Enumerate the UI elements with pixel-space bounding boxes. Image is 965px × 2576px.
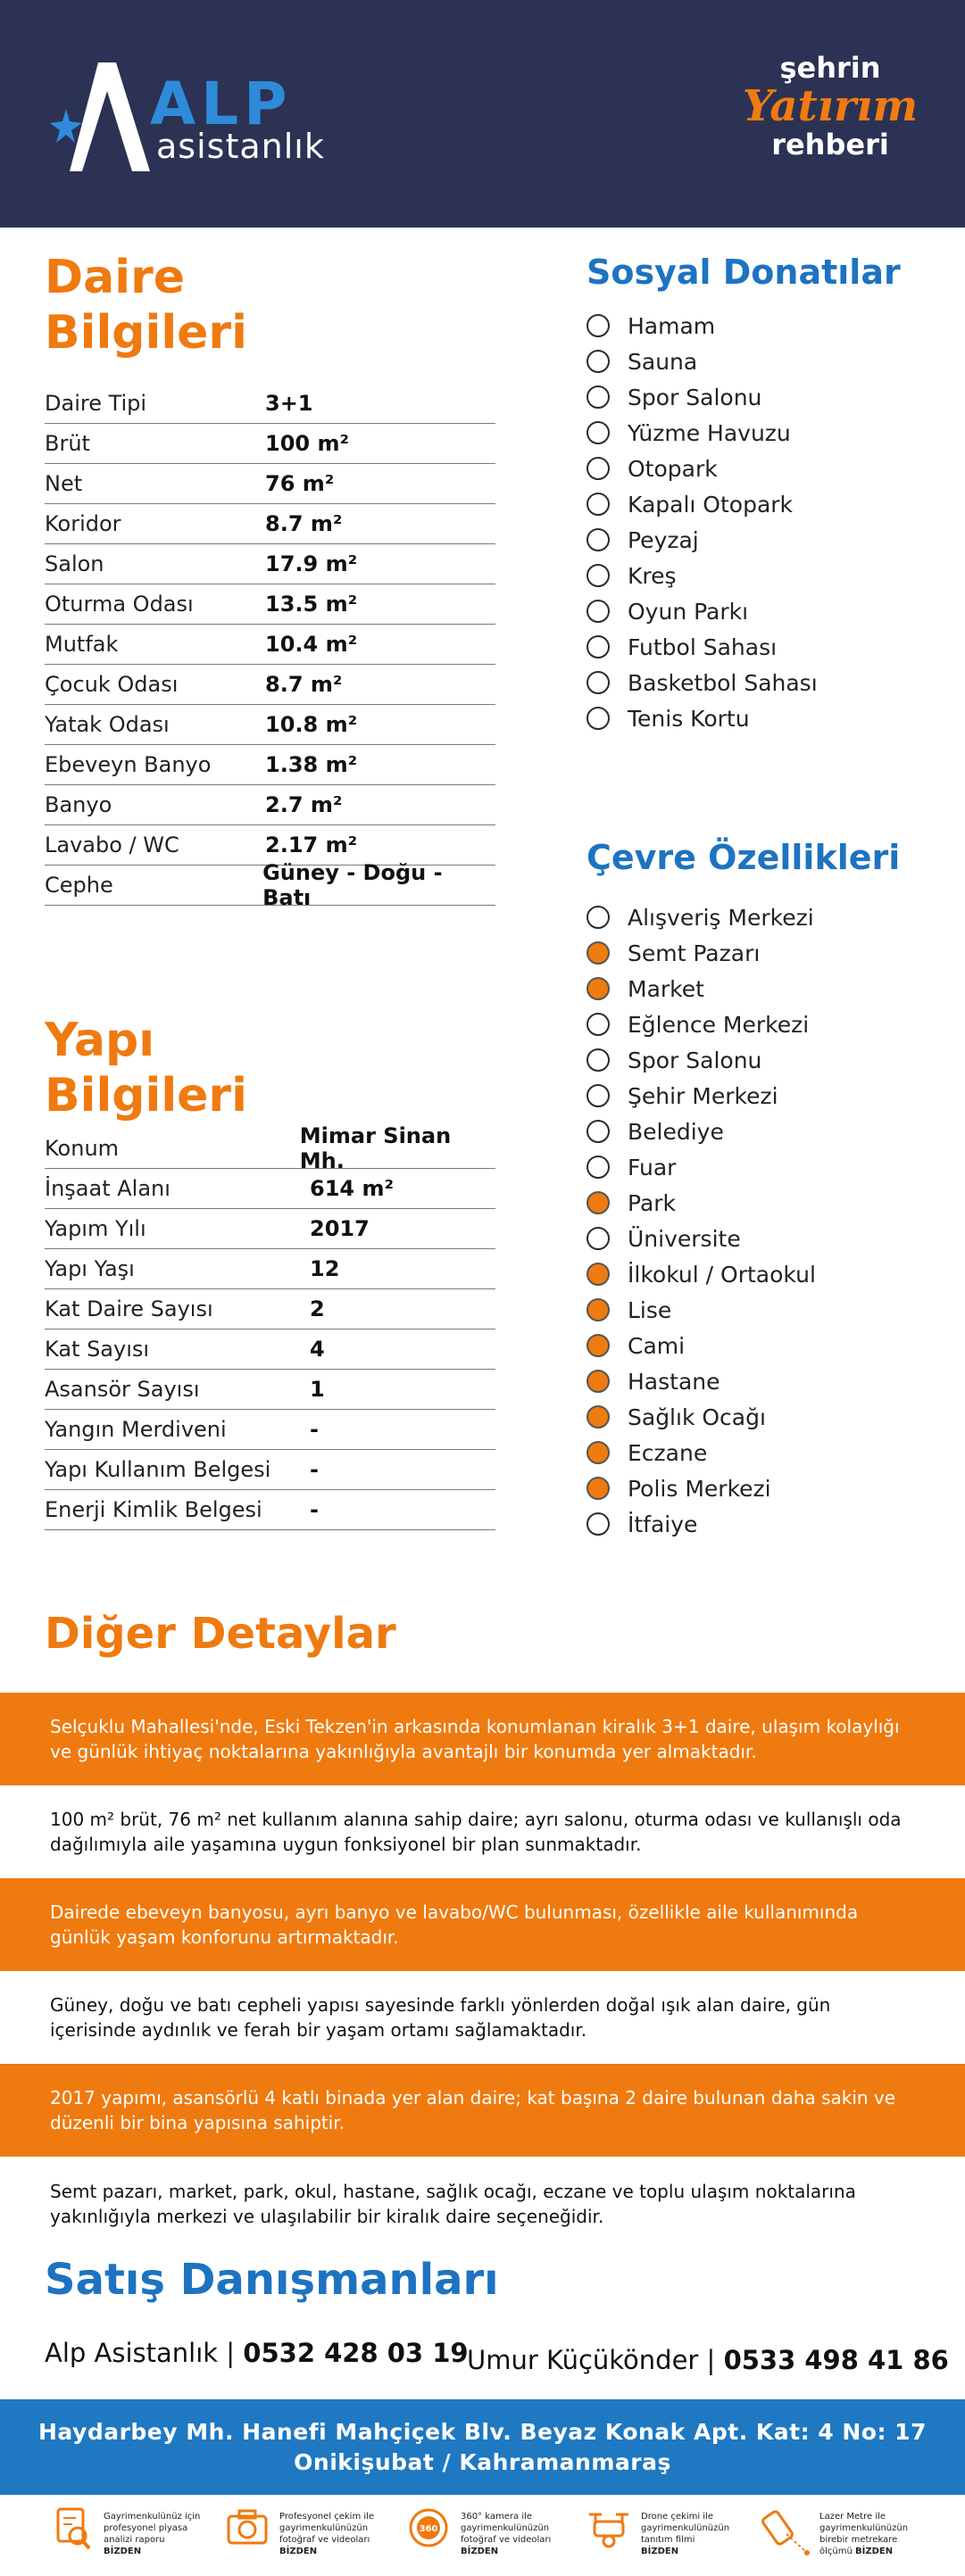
daire-info-table xyxy=(45,384,495,910)
daire-row xyxy=(45,665,495,705)
cevre-item-label: Belediye xyxy=(628,1118,724,1145)
yapi-title-line-1: Yapı xyxy=(45,1014,155,1067)
daire-row xyxy=(45,464,495,504)
detail-paragraph-2: 100 m² brüt, 76 m² net kullanım alanına sahip daire; ayrı salonu, oturma odası ve kullanışlı oda dağılımıyla aile yaşamına uygun fonksiyonel bir plan sunmaktadır. xyxy=(0,1785,965,1878)
unchecked-circle-icon xyxy=(586,906,610,929)
sosyal-item-label: Basketbol Sahası xyxy=(628,669,818,696)
feature-camera xyxy=(220,2504,399,2568)
sosyal-item-label: Oyun Parkı xyxy=(628,598,749,625)
cevre-item xyxy=(586,1221,816,1256)
cevre-item xyxy=(586,1292,816,1328)
feature-laser-line-2: gayrimenkulünüzün xyxy=(819,2523,909,2533)
yapi-row-key: Enerji Kimlik Belgesi xyxy=(45,1497,262,1522)
alp-logo xyxy=(43,55,337,180)
yapi-row xyxy=(45,1209,495,1249)
yapi-row-key: Kat Sayısı xyxy=(45,1337,150,1362)
yapi-row-key: Yapı Yaşı xyxy=(45,1256,135,1281)
daire-row-key: Daire Tipi xyxy=(45,391,147,416)
cevre-item xyxy=(586,1328,816,1363)
address-line-2: Onikişubat / Kahramanmaraş xyxy=(294,2449,671,2475)
yapi-row-value: 2 xyxy=(310,1296,325,1321)
cevre-title: Çevre Özellikleri xyxy=(586,838,901,877)
cevre-item-label: Fuar xyxy=(628,1154,677,1180)
feature-laser-bold: BİZDEN xyxy=(855,2547,894,2556)
daire-row xyxy=(45,424,495,464)
daire-title-line-1: Daire xyxy=(45,251,185,304)
unchecked-circle-icon xyxy=(586,635,610,658)
cevre-item xyxy=(586,935,816,971)
sosyal-item-label: Kreş xyxy=(628,562,677,589)
analysis-icon xyxy=(45,2504,98,2552)
detail-paragraph-1: Selçuklu Mahallesi'nde, Eski Tekzen'in arkasında konumlanan kiralık 3+1 daire, ulaşım kolaylığı ve günlük ihtiyaç noktalarına yakınlığıyla avantajlı bir konumda yer almaktadır. xyxy=(0,1693,965,1785)
sosyal-checklist xyxy=(586,308,818,736)
sosyal-item xyxy=(586,522,818,558)
daire-row-key: Koridor xyxy=(45,511,121,536)
cevre-item-label: Cami xyxy=(628,1332,686,1359)
daire-row-key: Salon xyxy=(45,551,104,576)
unchecked-circle-icon xyxy=(586,1155,610,1179)
checked-circle-icon xyxy=(586,1334,610,1357)
daire-row-value: 8.7 m² xyxy=(265,672,343,697)
daire-row xyxy=(45,785,495,825)
daire-row-key: Mutfak xyxy=(45,632,119,657)
yapi-row xyxy=(45,1450,495,1490)
feature-drone-bold: BİZDEN xyxy=(641,2547,679,2556)
cevre-item-label: Semt Pazarı xyxy=(628,940,761,966)
unchecked-circle-icon xyxy=(586,1120,610,1143)
cevre-item xyxy=(586,1114,816,1149)
detail-paragraph-5: 2017 yapımı, asansörlü 4 katlı binada yer alan daire; kat başına 2 daire bulunan daha sakin ve düzenli bir bina yapısına sahiptir. xyxy=(0,2064,965,2157)
sosyal-item xyxy=(586,308,818,344)
sosyal-item xyxy=(586,558,818,593)
daire-row-key: Lavabo / WC xyxy=(45,832,179,857)
daire-row-key: Yatak Odası xyxy=(45,712,170,737)
sosyal-item-label: Spor Salonu xyxy=(628,384,762,410)
unchecked-circle-icon xyxy=(586,671,610,694)
laser-meter-icon xyxy=(761,2504,814,2557)
yapi-row-key: Yapım Yılı xyxy=(45,1216,146,1241)
cevre-item-label: Market xyxy=(628,975,704,1002)
contact-1-phone[interactable]: 0532 428 03 19 xyxy=(243,2338,469,2368)
daire-row-value: Güney - Doğu - Batı xyxy=(262,860,443,910)
unchecked-circle-icon xyxy=(586,350,610,373)
slogan-line-1: şehrin xyxy=(779,51,881,85)
feature-drone-line-1: Drone çekimi ile xyxy=(641,2512,714,2522)
checked-circle-icon xyxy=(586,1370,610,1393)
feature-laser-line-4: ölçümü xyxy=(819,2547,853,2556)
daire-row-value: 10.8 m² xyxy=(265,712,358,737)
cevre-item-label: Eczane xyxy=(628,1439,708,1466)
sosyal-title: Sosyal Donatılar xyxy=(586,253,901,292)
feature-360-bold: BİZDEN xyxy=(461,2547,499,2556)
daire-row-key: Brüt xyxy=(45,431,90,456)
slogan-line-2: Yatırım xyxy=(742,81,919,131)
yapi-row-key: İnşaat Alanı xyxy=(45,1176,171,1201)
daire-row-key: Banyo xyxy=(45,792,112,817)
daire-row-key: Cephe xyxy=(45,873,113,898)
cevre-item-label: Üniversite xyxy=(628,1225,741,1252)
daire-row-value: 3+1 xyxy=(265,391,313,416)
daire-row xyxy=(45,745,495,785)
feature-camera-line-2: gayrimenkulünüzün xyxy=(279,2523,369,2533)
daire-row-value: 1.38 m² xyxy=(265,752,358,777)
cevre-item xyxy=(586,1185,816,1221)
daire-row-value: 100 m² xyxy=(265,431,349,456)
cevre-item-label: Lise xyxy=(628,1296,672,1323)
sosyal-item-label: Tenis Kortu xyxy=(628,705,750,732)
unchecked-circle-icon xyxy=(586,385,610,409)
header-banner xyxy=(0,0,965,228)
detail-paragraph-6: Semt pazarı, market, park, okul, hastane, sağlık ocağı, eczane ve toplu ulaşım noktalarına yakınlığıyla merkezi ve ulaşılabilir bir kiralık daire seçeneğidir. xyxy=(0,2168,965,2249)
unchecked-circle-icon xyxy=(586,528,610,551)
cevre-item-label: Sağlık Ocağı xyxy=(628,1404,766,1430)
feature-360 xyxy=(402,2504,580,2568)
sosyal-item xyxy=(586,379,818,415)
daire-row xyxy=(45,860,495,910)
yapi-row-key: Asansör Sayısı xyxy=(45,1377,200,1402)
cevre-item xyxy=(586,1042,816,1078)
contact-2-separator: | xyxy=(698,2345,724,2375)
cevre-item-label: Spor Salonu xyxy=(628,1047,762,1073)
contact-2-name: Umur Küçükönder xyxy=(467,2345,699,2375)
yapi-row-value: Mimar Sinan Mh. xyxy=(299,1123,452,1173)
daire-row-value: 2.7 m² xyxy=(265,792,343,817)
feature-analysis-line-1: Gayrimenkulünüz için xyxy=(104,2512,201,2522)
daire-row xyxy=(45,584,495,625)
feature-laser-line-1: Lazer Metre ile xyxy=(819,2512,886,2522)
cevre-item xyxy=(586,1363,816,1399)
feature-laser-text xyxy=(819,2511,908,2557)
unchecked-circle-icon xyxy=(586,600,610,623)
feature-360-line-1: 360° kamera ile xyxy=(461,2512,533,2522)
satis-title: Satış Danışmanları xyxy=(45,2255,499,2305)
sosyal-item-label: Yüzme Havuzu xyxy=(628,419,791,446)
daire-row xyxy=(45,625,495,665)
contact-1-separator: | xyxy=(218,2338,244,2368)
daire-row-key: Net xyxy=(45,471,83,496)
checked-circle-icon xyxy=(586,1405,610,1429)
sosyal-item-label: Kapalı Otopark xyxy=(628,491,794,518)
yapi-row xyxy=(45,1410,495,1450)
yapi-row xyxy=(45,1249,495,1289)
yapi-row-key: Yapı Kullanım Belgesi xyxy=(45,1457,271,1482)
yapi-row xyxy=(45,1123,495,1173)
yapi-row-key: Kat Daire Sayısı xyxy=(45,1296,213,1321)
cevre-checklist xyxy=(586,899,816,1542)
feature-analysis xyxy=(45,2504,223,2568)
checked-circle-icon xyxy=(586,1191,610,1214)
yapi-row-key: Yangın Merdiveni xyxy=(45,1417,227,1442)
yapi-row-value: 2017 xyxy=(310,1216,370,1241)
yapi-row-value: 12 xyxy=(310,1256,340,1281)
cevre-item xyxy=(586,1399,816,1435)
yapi-row-value: - xyxy=(310,1457,319,1482)
unchecked-circle-icon xyxy=(586,707,610,730)
yapi-row-value: 4 xyxy=(310,1337,325,1362)
feature-drone-line-2: gayrimenkulünüzün xyxy=(641,2523,730,2533)
sosyal-item xyxy=(586,451,818,486)
feature-drone-text xyxy=(641,2511,729,2557)
yapi-row xyxy=(45,1289,495,1329)
feature-camera-bold: BİZDEN xyxy=(279,2547,318,2556)
yapi-title xyxy=(45,1013,247,1123)
contact-1-name: Alp Asistanlık xyxy=(45,2338,219,2368)
sosyal-item-label: Sauna xyxy=(628,348,698,375)
checked-circle-icon xyxy=(586,977,610,1000)
yapi-row xyxy=(45,1329,495,1370)
cevre-item xyxy=(586,1470,816,1506)
cevre-item-label: Hastane xyxy=(628,1368,720,1395)
daire-row-value: 76 m² xyxy=(265,471,335,496)
sosyal-item xyxy=(586,700,818,736)
footer-features xyxy=(0,2495,965,2576)
daire-row-key: Çocuk Odası xyxy=(45,672,179,697)
detail-paragraph-4: Güney, doğu ve batı cepheli yapısı sayesinde farklı yönlerden doğal ışık alan daire, gün içerisinde aydınlık ve ferah bir yaşam ortamı sağlamaktadır. xyxy=(0,1971,965,2064)
feature-analysis-line-3: analizi raporu xyxy=(104,2535,165,2545)
feature-analysis-bold: BİZDEN xyxy=(104,2547,142,2556)
cevre-item xyxy=(586,971,816,1006)
cevre-item xyxy=(586,1149,816,1185)
daire-row-key: Oturma Odası xyxy=(45,592,194,617)
yapi-info-table xyxy=(45,1123,495,1530)
cevre-item-label: İlkokul / Ortaokul xyxy=(628,1261,816,1288)
alp-logo-mark-icon xyxy=(43,55,159,180)
daire-title-line-2: Bilgileri xyxy=(45,306,247,360)
feature-analysis-text xyxy=(104,2511,200,2557)
sosyal-item-label: Futbol Sahası xyxy=(628,634,778,660)
unchecked-circle-icon xyxy=(586,1013,610,1036)
yapi-row-value: - xyxy=(310,1497,319,1522)
cevre-item-label: Polis Merkezi xyxy=(628,1475,771,1502)
daire-row-value: 17.9 m² xyxy=(265,551,358,576)
yapi-row-value: 1 xyxy=(310,1377,325,1402)
svg-text:360: 360 xyxy=(419,2524,438,2534)
unchecked-circle-icon xyxy=(586,1512,610,1536)
daire-row-value: 2.17 m² xyxy=(265,832,358,857)
contact-2-phone[interactable]: 0533 498 41 86 xyxy=(723,2345,949,2375)
daire-row-value: 13.5 m² xyxy=(265,592,358,617)
sosyal-item xyxy=(586,629,818,665)
drone-icon xyxy=(582,2504,636,2552)
360-camera-icon xyxy=(402,2504,455,2552)
cevre-item xyxy=(586,1506,816,1542)
checked-circle-icon xyxy=(586,1477,610,1500)
sosyal-item xyxy=(586,344,818,379)
sosyal-item xyxy=(586,665,818,700)
cevre-item xyxy=(586,1435,816,1470)
cevre-item xyxy=(586,1256,816,1292)
cevre-item-label: Alışveriş Merkezi xyxy=(628,904,814,931)
feature-360-line-2: gayrimenkulünüzün xyxy=(461,2523,550,2533)
unchecked-circle-icon xyxy=(586,314,610,337)
cevre-item xyxy=(586,1078,816,1114)
detail-paragraph-3: Dairede ebeveyn banyosu, ayrı banyo ve lavabo/WC bulunması, özellikle aile kullanımında günlük yaşam konforunu artırmaktadır. xyxy=(0,1878,965,1971)
address-bar xyxy=(0,2399,965,2495)
feature-drone xyxy=(582,2504,761,2568)
unchecked-circle-icon xyxy=(586,1227,610,1250)
cevre-item xyxy=(586,1006,816,1042)
slogan-line-3: rehberi xyxy=(771,128,889,162)
unchecked-circle-icon xyxy=(586,493,610,516)
unchecked-circle-icon xyxy=(586,1048,610,1072)
sosyal-item-label: Peyzaj xyxy=(628,526,699,553)
logo-sub-text: asistanlık xyxy=(156,127,325,166)
feature-drone-line-3: tanıtım filmi xyxy=(641,2535,695,2545)
feature-360-text xyxy=(461,2511,551,2557)
yapi-row-value: - xyxy=(310,1417,319,1442)
slogan xyxy=(732,52,928,177)
yapi-title-line-2: Bilgileri xyxy=(45,1069,247,1122)
yapi-row-key: Konum xyxy=(45,1136,120,1161)
diger-title: Diğer Detaylar xyxy=(45,1609,396,1659)
sosyal-item xyxy=(586,486,818,522)
feature-360-line-3: fotoğraf ve videoları xyxy=(461,2535,552,2545)
unchecked-circle-icon xyxy=(586,421,610,444)
feature-camera-line-3: fotoğraf ve videoları xyxy=(279,2535,370,2545)
daire-row xyxy=(45,544,495,584)
feature-camera-line-1: Profesyonel çekim ile xyxy=(279,2512,375,2522)
sosyal-item-label: Hamam xyxy=(628,312,716,339)
yapi-row xyxy=(45,1370,495,1410)
unchecked-circle-icon xyxy=(586,457,610,480)
daire-row-key: Ebeveyn Banyo xyxy=(45,752,212,777)
sosyal-item xyxy=(586,415,818,451)
daire-row xyxy=(45,504,495,544)
daire-title xyxy=(45,250,247,360)
cevre-item-label: Park xyxy=(628,1189,677,1216)
sosyal-item xyxy=(586,593,818,629)
yapi-row xyxy=(45,1169,495,1209)
contact-1 xyxy=(45,2338,469,2368)
cevre-item xyxy=(586,899,816,935)
logo-main-text: ALP xyxy=(150,70,293,138)
cevre-item-label: İtfaiye xyxy=(628,1511,698,1537)
feature-laser xyxy=(761,2504,939,2568)
yapi-row xyxy=(45,1490,495,1530)
checked-circle-icon xyxy=(586,1263,610,1286)
sosyal-item-label: Otopark xyxy=(628,455,718,482)
checked-circle-icon xyxy=(586,941,610,965)
camera-icon xyxy=(220,2504,274,2552)
yapi-row-value: 614 m² xyxy=(310,1176,394,1201)
daire-row-value: 10.4 m² xyxy=(265,632,358,657)
address-line-1: Haydarbey Mh. Hanefi Mahçiçek Blv. Beyaz Konak Apt. Kat: 4 No: 17 xyxy=(38,2419,927,2445)
cevre-item-label: Şehir Merkezi xyxy=(628,1082,778,1109)
feature-laser-line-3: birebir metrekare xyxy=(819,2535,898,2545)
unchecked-circle-icon xyxy=(586,1084,610,1107)
daire-row xyxy=(45,384,495,424)
unchecked-circle-icon xyxy=(586,564,610,587)
contact-2 xyxy=(467,2345,949,2375)
feature-analysis-line-2: profesyonel piyasa xyxy=(104,2523,188,2533)
cevre-item-label: Eğlence Merkezi xyxy=(628,1011,810,1038)
checked-circle-icon xyxy=(586,1298,610,1321)
checked-circle-icon xyxy=(586,1441,610,1464)
feature-camera-text xyxy=(279,2511,374,2557)
daire-row-value: 8.7 m² xyxy=(265,511,343,536)
daire-row xyxy=(45,705,495,745)
